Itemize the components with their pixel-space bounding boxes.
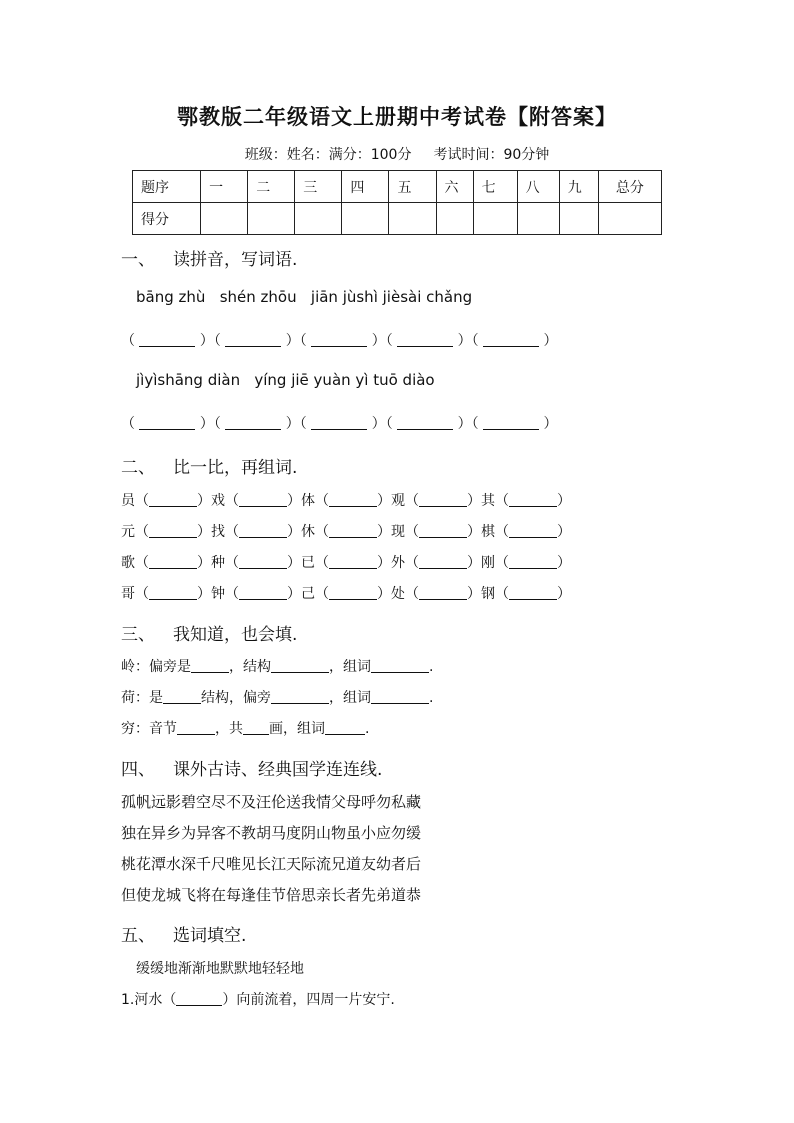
fill-line-2	[121, 687, 433, 707]
word-blank[interactable]	[509, 585, 557, 600]
section-title: 选词填空.	[173, 926, 247, 946]
score-header-cell: 题序	[133, 171, 201, 203]
word-blank[interactable]	[329, 523, 377, 538]
fill-text: 结构，偏旁	[201, 690, 271, 706]
question-text: 1.河水（	[121, 992, 177, 1008]
question-1	[121, 989, 395, 1009]
fill-text: 荷：是	[121, 690, 163, 706]
score-cell[interactable]	[436, 203, 473, 235]
fill-blank[interactable]	[243, 720, 269, 735]
compare-row-1: 员（ ）戏（ ）体（ ）观（ ）其（ ）	[121, 493, 571, 509]
compare-char: 观	[391, 493, 405, 509]
score-table-header-row	[133, 171, 662, 203]
fill-blank[interactable]	[191, 658, 229, 673]
fill-text: 岭：偏旁是	[121, 659, 191, 675]
score-cell[interactable]	[559, 203, 598, 235]
score-cell[interactable]	[389, 203, 436, 235]
fill-text: ，共	[215, 721, 243, 737]
pinyin-row-2: jìyìshāng diàn yíng jiē yuàn yì tuō diào	[136, 371, 435, 389]
section-heading-3	[121, 620, 297, 645]
compare-char: 哥	[121, 586, 135, 602]
compare-char: 其	[481, 493, 495, 509]
fill-text: ，组词	[329, 659, 371, 675]
word-blank[interactable]	[149, 585, 197, 600]
compare-char: 刚	[481, 555, 495, 571]
score-header-cell: 三	[295, 171, 342, 203]
section-number: 五、	[121, 926, 155, 946]
score-header-cell: 五	[389, 171, 436, 203]
score-cell[interactable]	[295, 203, 342, 235]
compare-char: 钢	[481, 586, 495, 602]
score-header-cell: 二	[248, 171, 295, 203]
score-header-cell: 一	[201, 171, 248, 203]
word-blank[interactable]	[509, 492, 557, 507]
fill-line-3	[121, 718, 369, 738]
fill-text: ，结构	[229, 659, 271, 675]
poem-line: 桃花潭水深千尺唯见长江天际流兄道友幼者后	[121, 855, 422, 873]
section-heading-5	[121, 921, 246, 946]
score-cell[interactable]	[598, 203, 661, 235]
poem-line: 但使龙城飞将在每逢佳节倍思亲长者先弟道恭	[121, 886, 422, 904]
section-heading-2	[121, 453, 297, 478]
word-blank[interactable]	[239, 523, 287, 538]
fill-blank[interactable]	[177, 720, 215, 735]
word-blank[interactable]	[509, 523, 557, 538]
score-header-cell: 八	[517, 171, 559, 203]
score-header-cell: 九	[559, 171, 598, 203]
score-cell[interactable]	[517, 203, 559, 235]
score-row-label: 得分	[133, 203, 201, 235]
section-heading-4	[121, 755, 382, 780]
word-blank[interactable]	[419, 523, 467, 538]
section-number: 二、	[121, 458, 155, 478]
compare-char: 体	[301, 493, 315, 509]
word-blank[interactable]	[419, 585, 467, 600]
fill-text: ，组词	[329, 690, 371, 706]
word-blank[interactable]	[329, 554, 377, 569]
compare-char: 歌	[121, 555, 135, 571]
word-blank[interactable]	[149, 554, 197, 569]
section-title: 我知道，也会填.	[173, 625, 298, 645]
score-cell[interactable]	[248, 203, 295, 235]
word-blank[interactable]	[149, 492, 197, 507]
word-blank[interactable]	[239, 492, 287, 507]
compare-char: 找	[211, 524, 225, 540]
exam-title: 鄂教版二年级语文上册期中考试卷【附答案】	[177, 104, 617, 129]
fill-blank[interactable]	[371, 689, 429, 704]
compare-char: 外	[391, 555, 405, 571]
word-blank[interactable]	[419, 492, 467, 507]
score-header-cell: 六	[436, 171, 473, 203]
score-cell[interactable]	[342, 203, 389, 235]
word-blank[interactable]	[329, 492, 377, 507]
score-table	[132, 170, 662, 235]
poem-line: 孤帆远影碧空尽不及汪伦送我情父母呼勿私藏	[121, 793, 422, 811]
fill-text: .	[429, 659, 434, 675]
score-cell[interactable]	[201, 203, 248, 235]
answer-blanks-row-2[interactable]: （ ）（ ）（ ）（ ）（ ）	[121, 416, 558, 432]
compare-char: 现	[391, 524, 405, 540]
word-blank[interactable]	[239, 554, 287, 569]
pinyin-row-1: bāng zhù shén zhōu jiān jùshì jièsài chǎng	[136, 288, 473, 306]
compare-char: 己	[301, 586, 315, 602]
answer-blank[interactable]	[176, 991, 222, 1006]
compare-row-2: 元（ ）找（ ）休（ ）现（ ）棋（ ）	[121, 524, 571, 540]
score-header-cell: 四	[342, 171, 389, 203]
compare-char: 戏	[211, 493, 225, 509]
score-header-cell: 总分	[598, 171, 661, 203]
score-header-cell: 七	[473, 171, 517, 203]
fill-blank[interactable]	[271, 689, 329, 704]
fill-blank[interactable]	[371, 658, 429, 673]
word-blank[interactable]	[239, 585, 287, 600]
section-number: 四、	[121, 760, 155, 780]
section-number: 三、	[121, 625, 155, 645]
compare-char: 员	[121, 493, 135, 509]
section-heading-1	[121, 245, 297, 270]
compare-row-4: 哥（ ）钟（ ）己（ ）处（ ）钢（ ）	[121, 586, 571, 602]
fill-blank[interactable]	[325, 720, 365, 735]
question-text: ）向前流着，四周一片安宁.	[222, 992, 395, 1008]
word-blank[interactable]	[149, 523, 197, 538]
compare-char: 钟	[211, 586, 225, 602]
section-title: 课外古诗、经典国学连连线.	[173, 760, 383, 780]
fill-text: 画，组词	[269, 721, 325, 737]
word-blank[interactable]	[329, 585, 377, 600]
compare-char: 种	[211, 555, 225, 571]
compare-char: 元	[121, 524, 135, 540]
fill-text: 穷：音节	[121, 721, 177, 737]
compare-char: 已	[301, 555, 315, 571]
compare-row-3: 歌（ ）种（ ）已（ ）外（ ）刚（ ）	[121, 555, 571, 571]
exam-meta	[0, 144, 794, 164]
fill-line-1	[121, 656, 433, 676]
compare-char: 休	[301, 524, 315, 540]
meta-student-info: 班级：姓名：满分：100分	[244, 147, 412, 163]
meta-time: 考试时间：90分钟	[433, 147, 550, 163]
poem-line: 独在异乡为异客不教胡马度阴山物虽小应勿缓	[121, 824, 422, 842]
section-title: 比一比，再组词.	[173, 458, 298, 478]
section-title: 读拼音，写词语.	[173, 250, 298, 270]
fill-blank[interactable]	[271, 658, 329, 673]
word-blank[interactable]	[509, 554, 557, 569]
fill-text: .	[365, 721, 370, 737]
score-table-score-row	[133, 203, 662, 235]
section-number: 一、	[121, 250, 155, 270]
word-choices: 缓缓地渐渐地默默地轻轻地	[136, 961, 304, 977]
answer-blanks-row-1[interactable]: （ ）（ ）（ ）（ ）（ ）	[121, 333, 558, 349]
fill-text: .	[429, 690, 434, 706]
fill-blank[interactable]	[163, 689, 201, 704]
compare-char: 棋	[481, 524, 495, 540]
word-blank[interactable]	[419, 554, 467, 569]
score-cell[interactable]	[473, 203, 517, 235]
compare-char: 处	[391, 586, 405, 602]
